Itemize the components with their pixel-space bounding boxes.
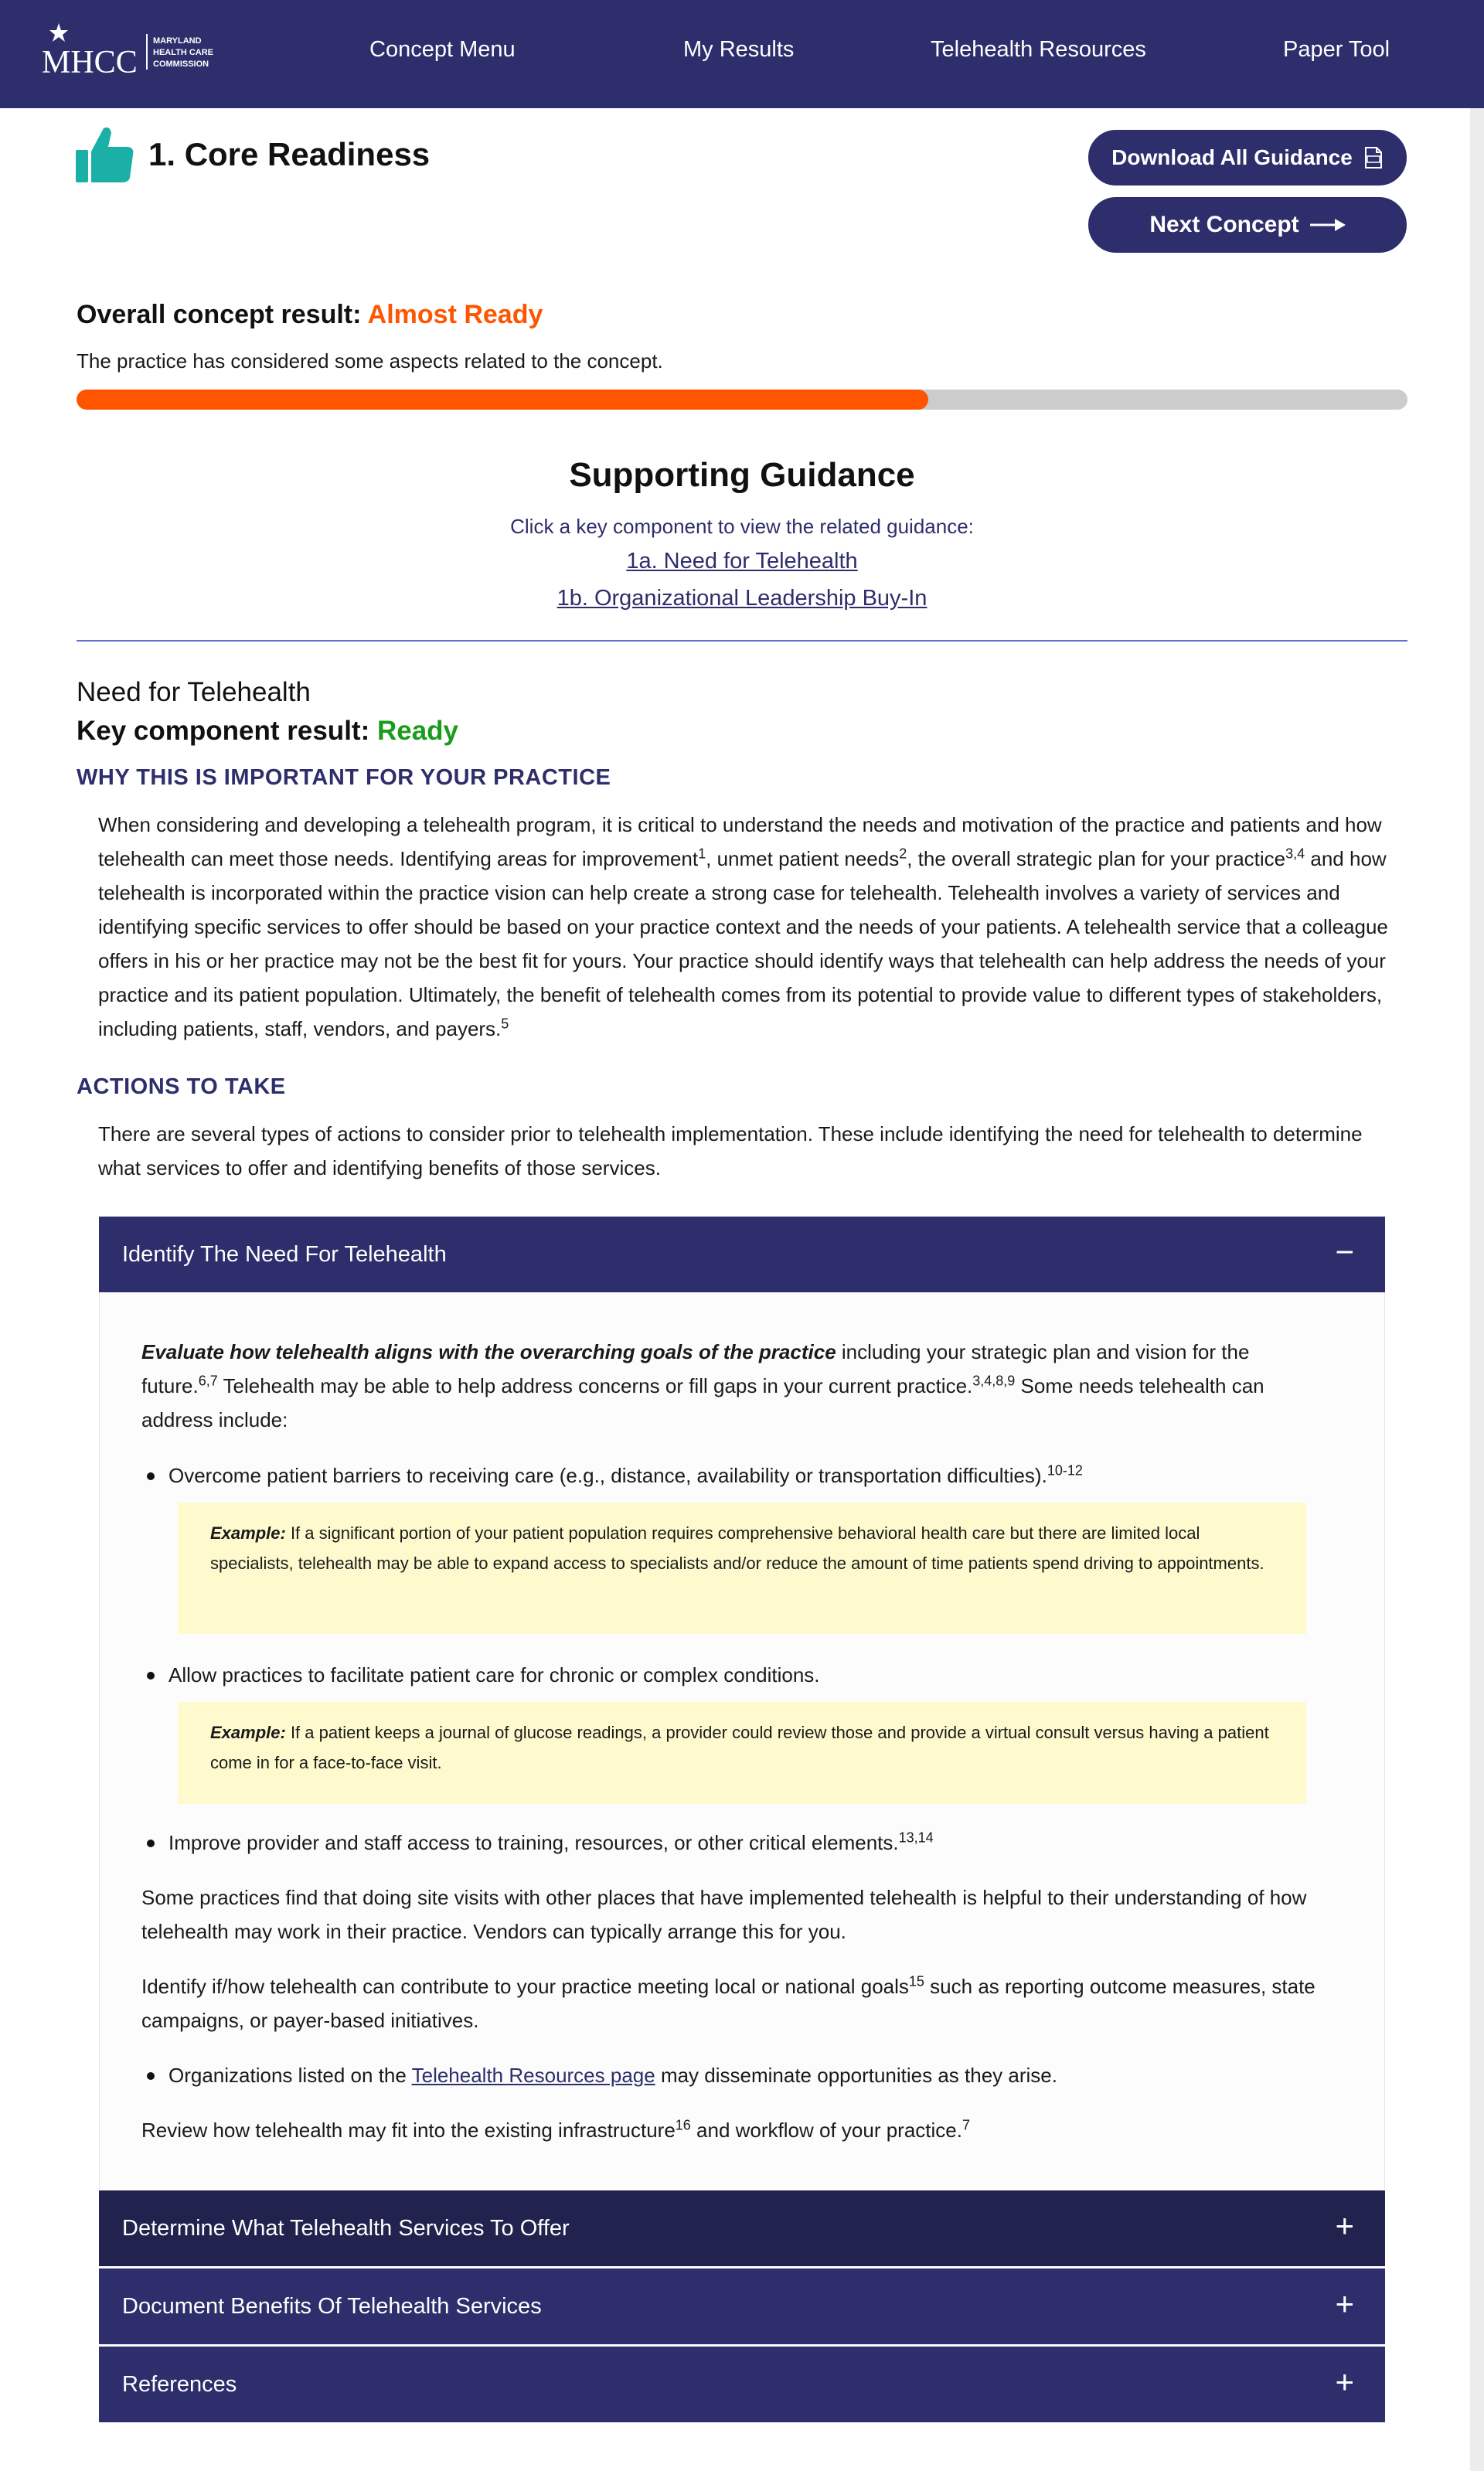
expand-icon[interactable]: +	[1335, 2364, 1354, 2400]
footnote-ref: 2	[899, 846, 907, 862]
example-text: If a significant portion of your patient population requires comprehensive behavioral health care but there are limited local specialists, telehealth may be able to expand access to specialists and/or reduce the amount of time patients spend driving to appointments.	[210, 1523, 1264, 1573]
supporting-guidance-title: Supporting Guidance	[569, 456, 915, 494]
key-component-result-status: Ready	[376, 716, 459, 746]
goals-lead-text: Evaluate how telehealth aligns with the overarching goals of the practice	[141, 1340, 836, 1363]
nav-concept-menu[interactable]: Concept Menu	[369, 37, 516, 62]
accordion-title: Identify The Need For Telehealth	[122, 1241, 447, 1267]
goals-text-part: including your strategic plan and vision for the future.	[141, 1340, 1250, 1397]
readiness-progress-fill	[77, 390, 928, 410]
accordion-title: Determine What Telehealth Services To Offer	[122, 2215, 570, 2241]
accordion-paragraph-site-visits: Some practices find that doing site visits with other places that have implemented telehealth is helpful to their understanding of how telehealth may work in their practice. Vendors can typically arrange this for you.	[141, 1886, 1307, 1943]
supporting-guidance-subtitle: Click a key component to view the related guidance:	[510, 515, 974, 538]
page-title: 1. Core Readiness	[148, 136, 431, 172]
overall-result-description: The practice has considered some aspects related to the concept.	[77, 349, 663, 373]
example-label: Example:	[210, 1723, 286, 1742]
list-item-text: Improve provider and staff access to training, resources, or other critical elements.	[168, 1831, 899, 1854]
section-divider	[77, 640, 1407, 642]
why-text-part: When considering and developing a telehealth program, it is critical to understand the needs and motivation of the practice and patients and how telehealth can meet those needs. Identifying areas for improvement	[98, 813, 1382, 870]
expand-icon[interactable]: +	[1335, 2207, 1354, 2244]
logo-org-line-3: COMMISSION	[153, 60, 209, 69]
footnote-ref: 6,7	[198, 1373, 218, 1389]
overall-result	[77, 300, 543, 330]
logo-org-line-2: HEALTH CARE	[153, 48, 214, 57]
logo-mark: MHCC	[42, 45, 138, 80]
list-item-text: Allow practices to facilitate patient care for chronic or complex conditions.	[168, 1663, 820, 1686]
overall-result-label: Overall concept result:	[77, 300, 362, 329]
accordion-document-benefits-header[interactable]	[99, 2268, 1385, 2344]
footnote-ref: 13,14	[898, 1829, 934, 1846]
list-item	[147, 1826, 934, 1860]
arrow-right-icon	[1310, 217, 1346, 233]
accordion-title: Document Benefits Of Telehealth Services	[122, 2293, 542, 2319]
expand-icon[interactable]: +	[1335, 2286, 1354, 2322]
accordion-paragraph-goals	[141, 1335, 1316, 1437]
accordion-title: References	[122, 2371, 237, 2397]
goals-text-part: Some needs telehealth can address include:	[141, 1374, 1264, 1431]
why-text-part: and how telehealth is incorporated within the practice vision can help create a strong case for telehealth. Telehealth involves a variety of services and identifying specific services to offer should be based on your practice context and the needs of your patients. A telehealth service that a colleague offers in his or her practice may not be the best fit for yours. Your practice should identify ways that telehealth can help address the needs of your practice and its patient population. Ultimately, the benefit of telehealth comes from its potential to provide value to different types of stakeholders, including patients, staff, vendors, and payers.	[98, 847, 1388, 1040]
collapse-icon[interactable]: −	[1335, 1234, 1354, 1270]
mhcc-logo[interactable]	[42, 20, 227, 82]
logo-org-line-1: MARYLAND	[153, 36, 202, 46]
guidance-link-leadership-buy-in[interactable]	[0, 586, 1484, 611]
next-concept-button[interactable]	[1088, 197, 1407, 253]
why-important-heading: WHY THIS IS IMPORTANT FOR YOUR PRACTICE	[77, 765, 611, 790]
footnote-ref: 5	[501, 1016, 509, 1032]
footnote-ref: 7	[962, 2117, 970, 2133]
next-concept-label: Next Concept	[1149, 212, 1299, 237]
overall-result-status: Almost Ready	[367, 300, 543, 329]
nav-telehealth-resources[interactable]: Telehealth Resources	[931, 37, 1146, 62]
telehealth-resources-link[interactable]: Telehealth Resources page	[411, 2064, 655, 2087]
list-item-text: may disseminate opportunities as they arise.	[655, 2064, 1057, 2087]
list-item	[147, 2058, 1057, 2092]
top-navigation-bar	[0, 0, 1484, 108]
accordion-paragraph-infrastructure	[141, 2113, 1316, 2147]
accordion-identify-need-header[interactable]	[99, 1217, 1385, 1292]
goals-text-part: Telehealth may be able to help address concerns or fill gaps in your current practice.	[217, 1374, 973, 1397]
guidance-link-label[interactable]: 1b. Organizational Leadership Buy-In	[556, 586, 928, 611]
key-component-result-label: Key component result:	[77, 716, 370, 746]
guidance-link-label[interactable]: 1a. Need for Telehealth	[626, 549, 858, 574]
logo-star-icon	[49, 23, 68, 42]
footnote-ref: 15	[908, 1973, 924, 1989]
key-component-result	[77, 716, 458, 747]
footnote-ref: 16	[675, 2117, 691, 2133]
why-text-part: , unmet patient needs	[706, 847, 900, 870]
pdf-file-icon	[1363, 146, 1384, 169]
footnote-ref: 3,4,8,9	[972, 1373, 1016, 1389]
paragraph-text-part: Review how telehealth may fit into the existing infrastructure	[141, 2119, 676, 2142]
guidance-link-need-for-telehealth[interactable]	[0, 549, 1484, 574]
footnote-ref: 3,4	[1285, 846, 1305, 862]
thumbs-up-icon	[74, 124, 136, 185]
example-label: Example:	[210, 1523, 286, 1543]
nav-my-results[interactable]: My Results	[683, 37, 795, 62]
paragraph-text-part: such as reporting outcome measures, state campaigns, or payer-based initiatives.	[141, 1975, 1316, 2032]
list-item-text: Overcome patient barriers to receiving care (e.g., distance, availability or transportation difficulties).	[168, 1464, 1047, 1487]
actions-heading: ACTIONS TO TAKE	[77, 1074, 286, 1099]
why-text-part: , the overall strategic plan for your practice	[907, 847, 1286, 870]
key-component-name: Need for Telehealth	[77, 677, 311, 707]
example-text: If a patient keeps a journal of glucose readings, a provider could review those and provide a virtual consult versus having a patient come in for a face-to-face visit.	[210, 1723, 1269, 1772]
list-item	[147, 1458, 1083, 1492]
why-important-text	[98, 808, 1397, 1046]
paragraph-text-part: and workflow of your practice.	[690, 2119, 962, 2142]
readiness-progress-bar	[77, 390, 1407, 410]
accordion-references-header[interactable]	[99, 2347, 1385, 2422]
footnote-ref: 1	[698, 846, 706, 862]
example-callout	[178, 1702, 1306, 1804]
footnote-ref: 10-12	[1047, 1462, 1083, 1479]
list-item-text: Organizations listed on the	[168, 2064, 412, 2087]
actions-intro-text: There are several types of actions to consider prior to telehealth implementation. These include identifying the need for telehealth to determine what services to offer and identifying benefits of those services.	[98, 1122, 1363, 1179]
accordion-paragraph-goals-reporting	[141, 1969, 1316, 2037]
download-guidance-button[interactable]	[1088, 130, 1407, 185]
accordion-determine-services-header[interactable]	[99, 2190, 1385, 2266]
example-callout	[178, 1503, 1306, 1634]
download-guidance-label: Download All Guidance	[1111, 145, 1353, 169]
paragraph-text-part: Identify if/how telehealth can contribute to your practice meeting local or national goals	[141, 1975, 909, 1998]
list-item	[147, 1658, 820, 1692]
nav-paper-tool[interactable]: Paper Tool	[1283, 37, 1390, 62]
